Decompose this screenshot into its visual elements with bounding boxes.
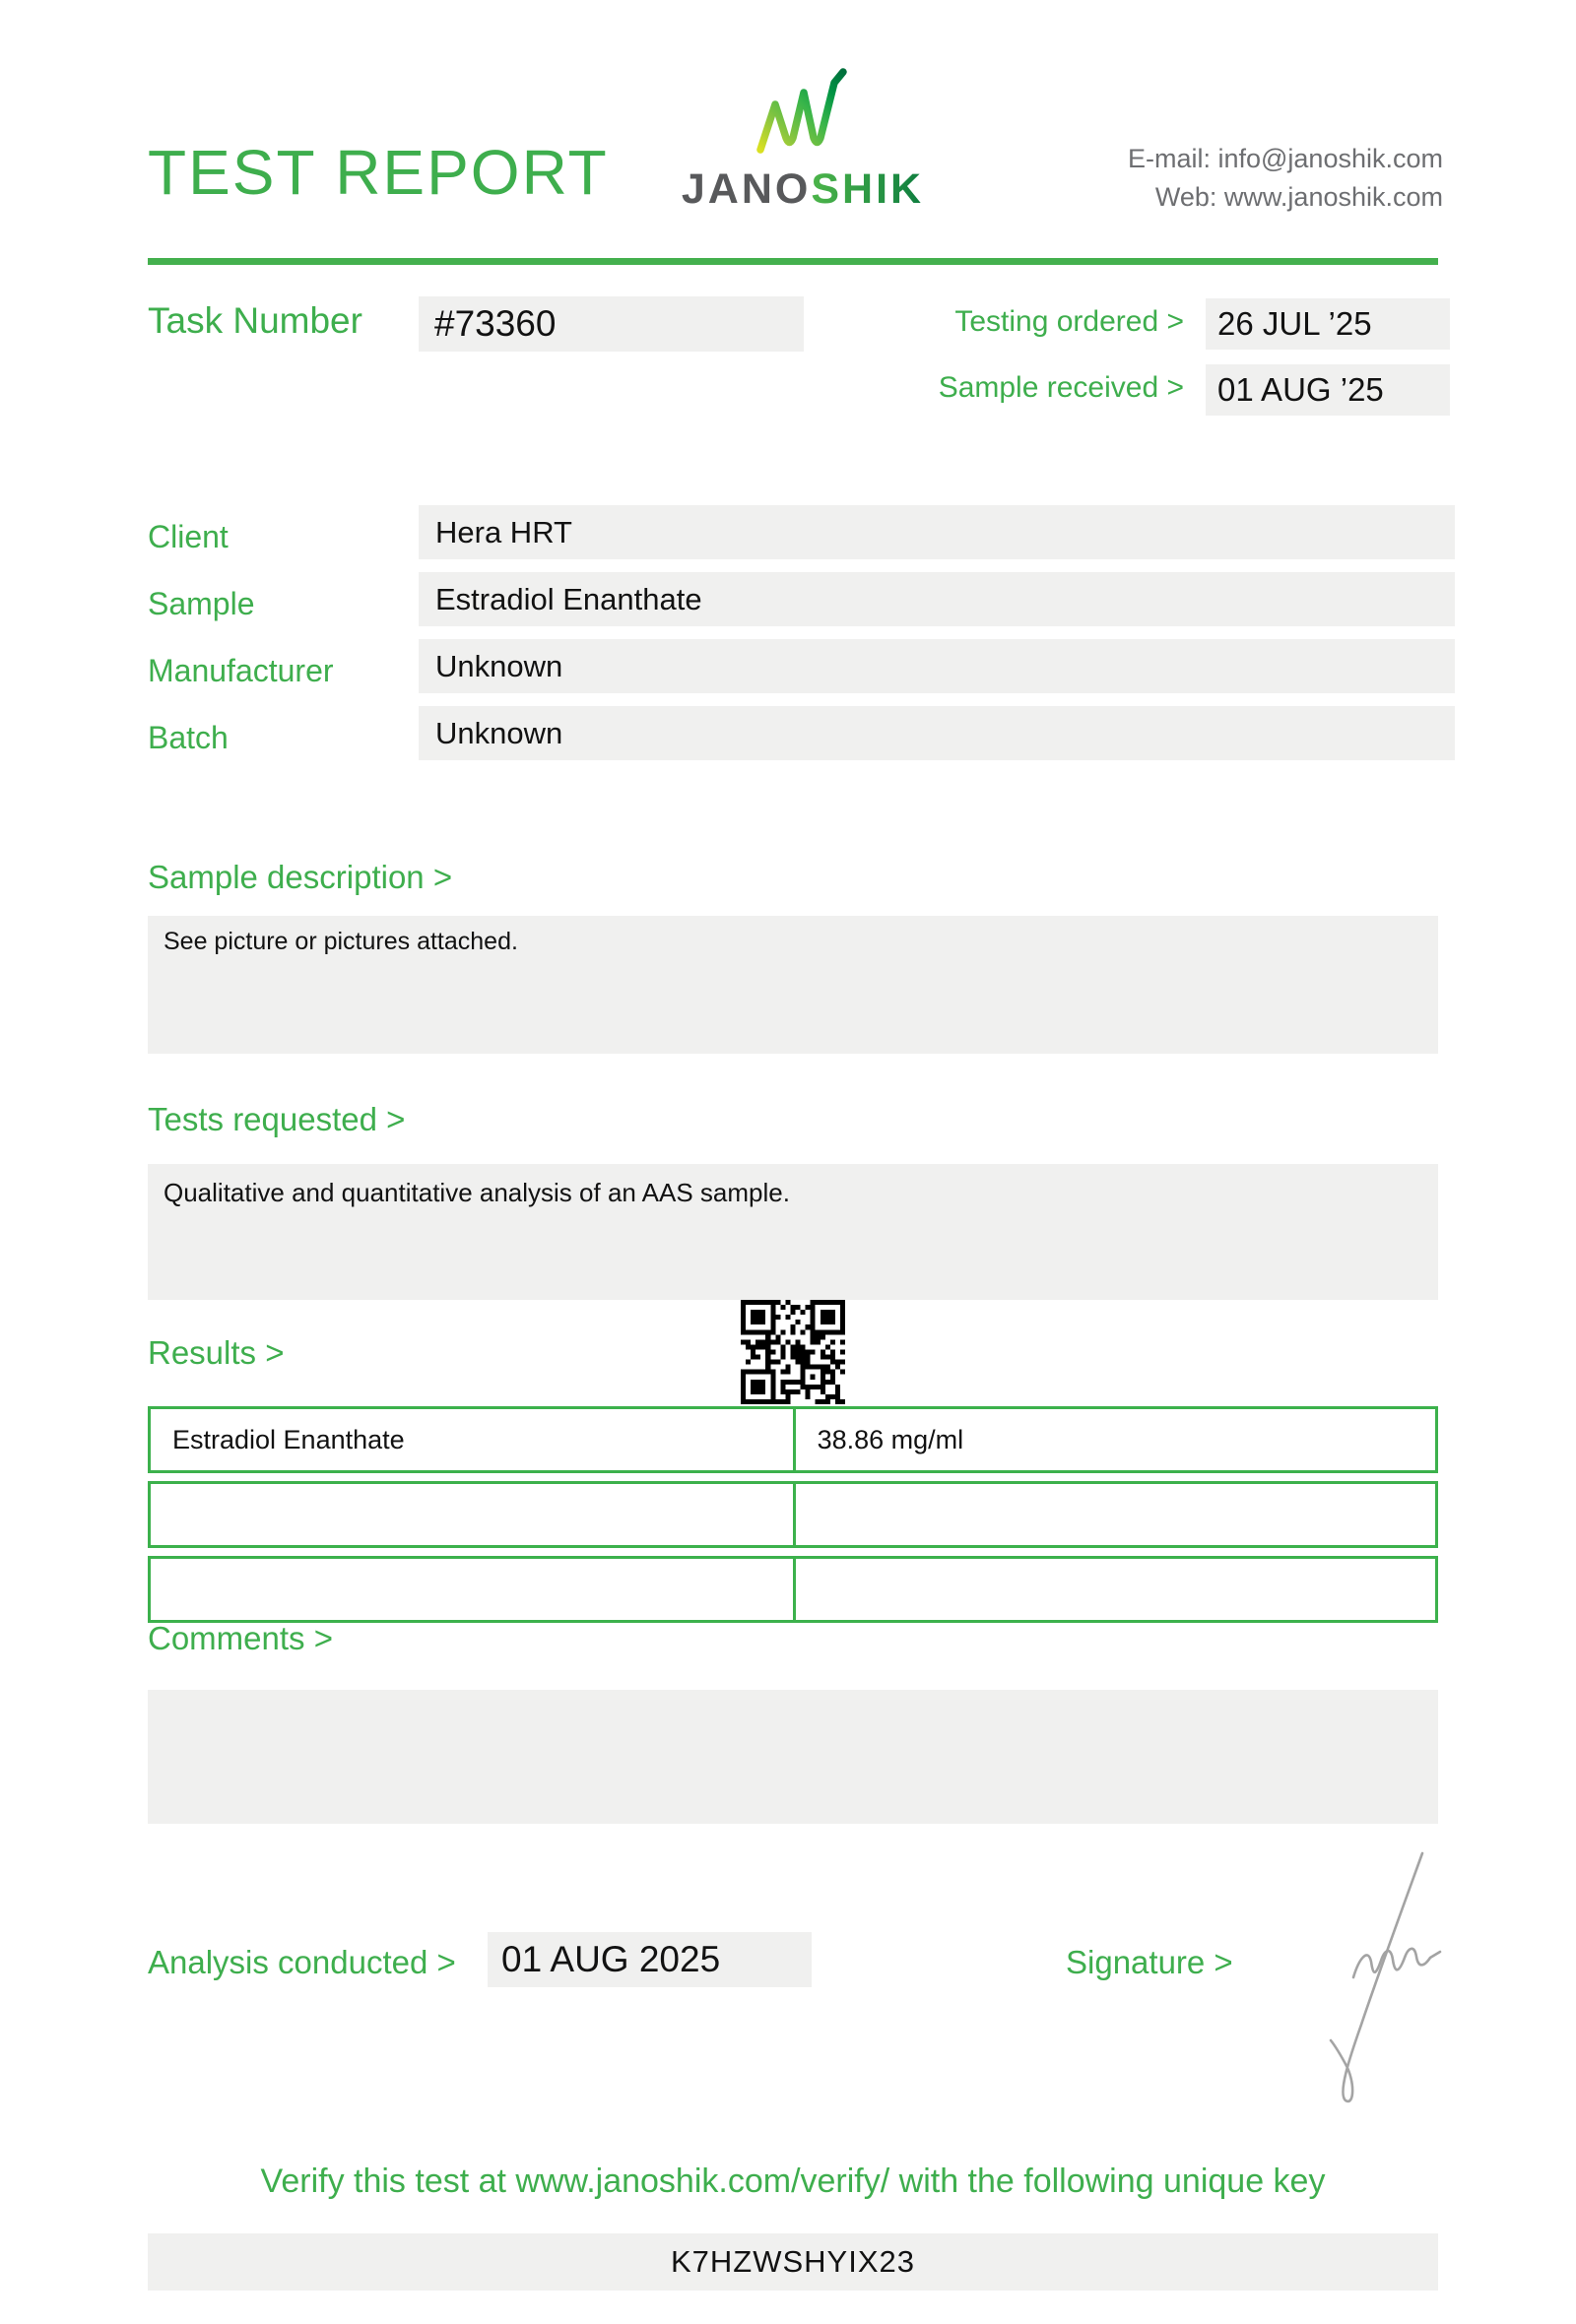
sample-received-value: 01 AUG ’25 — [1206, 364, 1450, 416]
comments-box — [148, 1690, 1438, 1824]
testing-ordered-value: 26 JUL ’25 — [1206, 298, 1450, 350]
task-number-label: Task Number — [148, 300, 362, 341]
chart-peaks-icon — [754, 65, 852, 160]
comments-heading: Comments > — [148, 1620, 333, 1656]
result-analyte-cell — [151, 1559, 796, 1620]
tests-requested-box — [148, 1164, 1438, 1300]
client-value: Hera HRT — [419, 505, 1455, 559]
testing-ordered-label: Testing ordered > — [954, 305, 1184, 338]
qr-code — [741, 1300, 845, 1404]
result-value-cell — [796, 1559, 1435, 1620]
brand-shik: SHIK — [811, 165, 925, 213]
sample-description-heading: Sample description > — [148, 859, 453, 895]
verify-instruction: Verify this test at www.janoshik.com/verify/ with the following unique key — [260, 2163, 1326, 2200]
header-divider — [148, 258, 1438, 265]
table-row — [148, 1481, 1438, 1548]
email-line: E-mail: info@janoshik.com — [1127, 144, 1443, 173]
web-line: Web: www.janoshik.com — [1154, 182, 1443, 213]
client-label: Client — [148, 519, 229, 554]
janoshik-logo — [680, 65, 926, 214]
results-heading: Results > — [148, 1334, 285, 1371]
sample-value: Estradiol Enanthate — [419, 572, 1455, 626]
batch-value: Unknown — [419, 706, 1455, 760]
result-analyte-cell: Estradiol Enanthate — [151, 1409, 796, 1470]
table-row — [148, 1406, 1438, 1473]
result-value-cell — [796, 1484, 1435, 1545]
sample-description-box — [148, 916, 1438, 1054]
result-analyte-cell — [151, 1484, 796, 1545]
signature-image — [1302, 1847, 1450, 2113]
tests-requested-heading: Tests requested > — [148, 1101, 406, 1137]
sample-received-label: Sample received > — [938, 371, 1184, 404]
qr-code-pattern — [741, 1300, 845, 1404]
batch-label: Batch — [148, 720, 229, 755]
brand-wordmark — [680, 165, 926, 214]
sample-description-text: See picture or pictures attached. — [164, 928, 518, 955]
result-value-cell: 38.86 mg/ml — [817, 1424, 964, 1454]
brand-jano: JANO — [681, 165, 812, 213]
manufacturer-value: Unknown — [419, 639, 1455, 693]
verify-key: K7HZWSHYIX23 — [148, 2233, 1438, 2291]
sample-label: Sample — [148, 586, 255, 621]
task-number-value: #73360 — [419, 296, 804, 352]
contact-block — [1128, 140, 1443, 217]
signature-label: Signature > — [1066, 1944, 1233, 1980]
analysis-conducted-label: Analysis conducted > — [148, 1944, 456, 1980]
results-table — [148, 1406, 1438, 1631]
table-row — [148, 1556, 1438, 1623]
tests-requested-text: Qualitative and quantitative analysis of an AAS sample. — [164, 1178, 790, 1207]
page-title: TEST REPORT — [148, 137, 609, 208]
analysis-conducted-value: 01 AUG 2025 — [488, 1932, 812, 1987]
manufacturer-label: Manufacturer — [148, 653, 334, 688]
